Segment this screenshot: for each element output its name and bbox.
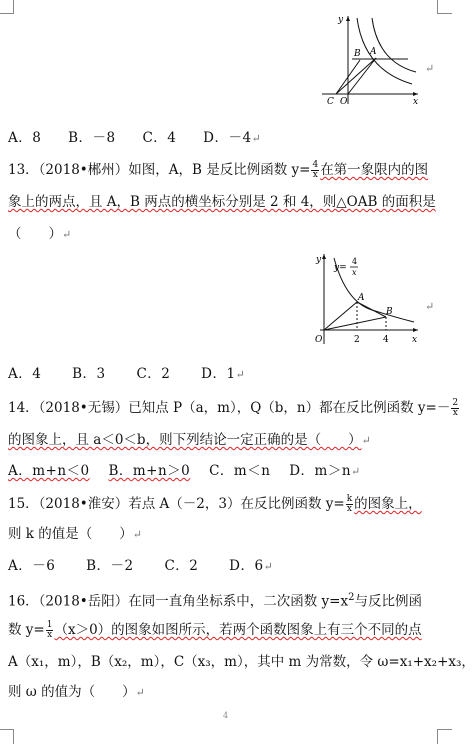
figure2-frac-num: 4 <box>352 257 358 266</box>
q16-prefix: 16．（2018•岳阳）在同一直角坐标系中，二次函数 y=x <box>8 593 349 610</box>
figure2-label-x: x <box>412 335 418 345</box>
q14-options: A．m+n＜0 B．m+n＞0 C．m＜n D．m＞n↵ <box>8 463 361 479</box>
figure2-label-y: y <box>316 255 322 265</box>
q16-line-1: 16．（2018•岳阳）在同一直角坐标系中，二次函数 $y=x^2$与反比例函 <box>8 592 422 610</box>
q13-line-2: 象上的两点，且 A，B 两点的横坐标分别是 2 和 4，则△OAB 的面积是 <box>8 194 436 210</box>
figure1-label-b: B <box>354 49 361 59</box>
q16-line-4: 则 ω 的值为（ ）↵ <box>8 684 145 700</box>
figure2-label-o: O <box>315 335 323 345</box>
q12-option-c: C．4 <box>142 130 177 146</box>
q15-suffix: 的图象上， <box>354 496 422 512</box>
figure2-label-b: B <box>386 307 393 317</box>
q15-option-b: B．－2 <box>86 558 134 574</box>
q12-option-b: B．－8 <box>68 130 116 146</box>
q16-line-3: A（x₁，m），B（x₂，m），C（x₃，m），其中 m 为常数，令 ω=x₁+x₂+x₃， <box>8 654 475 670</box>
q14-option-b: B．m+n＞0 <box>108 463 191 479</box>
corner-mark-bottom-left <box>0 729 14 744</box>
figure2-tick-2: 2 <box>354 335 360 345</box>
q13-prefix: 13．（2018•郴州）如图，A，B 是反比例函数 y= <box>8 162 311 178</box>
q14-option-d: D．m＞n <box>289 463 352 479</box>
q15-option-c: C．2 <box>164 558 199 574</box>
q13-option-b: B．3 <box>72 366 106 382</box>
corner-mark-top-left <box>0 0 14 14</box>
figure-q13-graph <box>312 250 424 350</box>
figure2-frac-den: x <box>352 268 357 277</box>
q14-fraction: $\frac{2}{x}$ <box>452 398 459 418</box>
q16-fraction: $\frac{1}{x}$ <box>46 620 53 640</box>
q15-options: A．－6 B．－2 C．2 D．6↵ <box>8 558 274 574</box>
q13-suffix: 在第一象限内的图 <box>320 162 429 178</box>
q13-option-a: A．4 <box>8 366 42 382</box>
q14-option-c: C．m＜n <box>209 463 271 479</box>
q15-option-d: D．6 <box>229 558 264 574</box>
q14-line-1 <box>8 398 460 418</box>
figure1-label-o: O <box>340 97 348 107</box>
q14-prefix: 14．（2018•无锡）已知点 P（a，m），Q（b，n）都在反比例函数 y=－ <box>8 400 451 416</box>
q14-option-a: A．m+n＜0 <box>8 463 90 479</box>
q13-fraction: $\frac{4}{x}$ <box>312 160 319 180</box>
q12-option-a: A．8 <box>8 130 42 146</box>
q15-prefix: 15．（2018•淮安）若点 A（－2，3）在反比例函数 y= <box>8 496 345 512</box>
figure2-label-a: A <box>358 293 365 303</box>
q15-line-2: 则 k 的值是（ ）↵ <box>8 526 142 542</box>
figure2-equation: y= <box>334 263 347 273</box>
figure2-tick-4: 4 <box>383 335 389 345</box>
return-mark: ↵ <box>425 300 435 313</box>
figure1-label-a: A <box>370 47 377 57</box>
figure1-label-y: y <box>338 15 344 25</box>
q13-line-1 <box>8 160 428 180</box>
q12-option-d: D．－4 <box>203 130 252 146</box>
return-mark: ↵ <box>425 62 435 75</box>
q15-fraction: $\frac{k}{x}$ <box>346 494 353 514</box>
figure1-label-x: x <box>413 97 419 107</box>
q15-option-a: A．－6 <box>8 558 56 574</box>
figure1-label-c: C <box>327 97 334 107</box>
corner-mark-top-right <box>437 0 452 14</box>
q16-line-2: 数 y= $\frac{1}{x}$ （x＞0）的图象如图所示，若两个函数图象上有三个不同的点 <box>8 620 422 640</box>
q13-line-3: （ ）↵ <box>8 226 72 242</box>
q14-line-2: 的图象上，且 a＜0＜b，则下列结论一定正确的是（ ）↵ <box>8 432 371 448</box>
q13-option-d: D．1 <box>201 366 236 382</box>
q15-line-1 <box>8 494 422 514</box>
figure-q12-graph <box>312 10 424 106</box>
corner-mark-bottom-right <box>437 729 452 744</box>
q13-options: A．4 B．3 C．2 D．1↵ <box>8 366 246 382</box>
q12-options: A．8 B．－8 C．4 D．－4↵ <box>8 130 262 146</box>
page-number: 4 <box>222 711 229 720</box>
q13-option-c: C．2 <box>136 366 171 382</box>
